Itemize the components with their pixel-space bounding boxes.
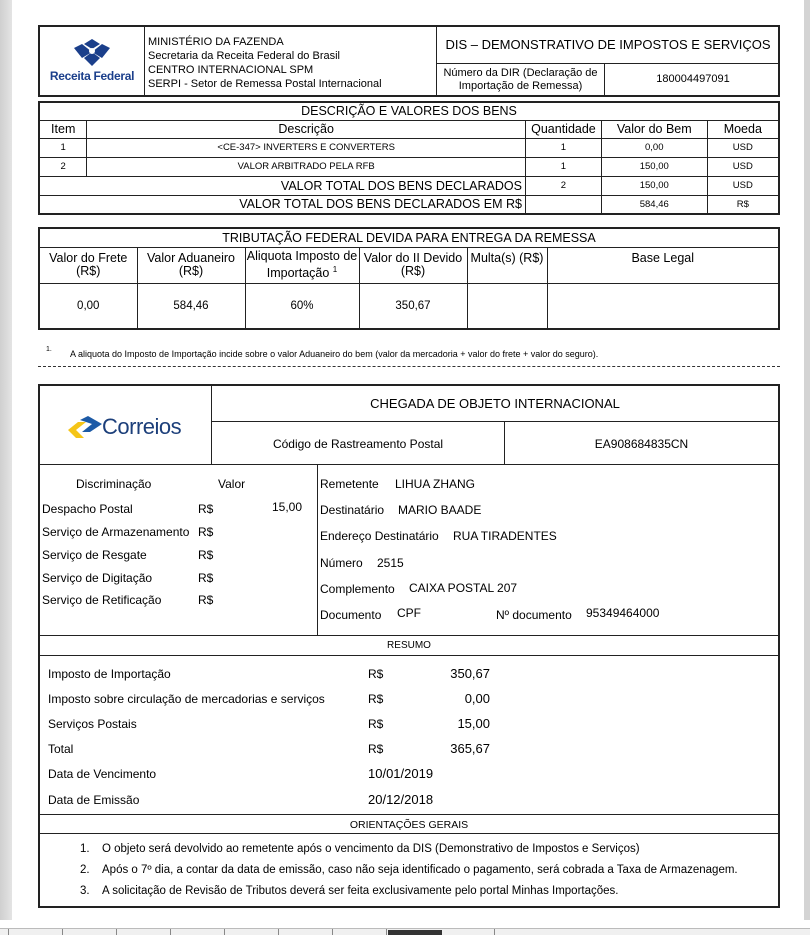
viewer-scrollbar[interactable] [804,0,810,920]
summary-label: Total [48,742,74,756]
summary-total-value: 365,67 [450,741,490,756]
summary-currency: R$ [368,717,384,731]
service-label: Serviço de Resgate [42,548,147,562]
summary-value: 15,00 [457,716,490,731]
dir-number-label: Número da DIR (Declaração de Importação de Remessa) [437,64,605,95]
guideline-text: A solicitação de Revisão de Tributos deverá ser feita exclusivamente pelo portal Minhas Importações. [102,885,619,897]
service-currency: R$ [198,548,214,562]
col-header-value: Valor do Bem [601,120,707,138]
receita-federal-logo [40,27,145,95]
cell-tax-due: 350,67 [359,283,467,329]
cell-freight: 0,00 [39,283,137,329]
guidelines-list [40,836,778,904]
total-row [39,176,779,195]
cell-quantity: 1 [525,157,601,176]
summary-currency: R$ [368,692,384,706]
col-header-customs-value: Valor Aduaneiro (R$) [137,247,245,283]
org-line-sector: SERPI - Setor de Remessa Postal Internacional [148,78,382,90]
summary-currency: R$ [368,667,384,681]
complement-value: CAIXA POSTAL 207 [409,581,518,595]
guideline-number: 3. [80,885,90,897]
footnote-text: A aliquota do Imposto de Importação incide sobre o valor Aduaneiro do bem (valor da mercadoria + valor do frete + valor do seguro). [70,349,599,359]
issue-date-label: Data de Emissão [48,793,140,807]
col-header-import-rate [245,247,359,283]
table-row [39,283,779,329]
summary-value: 0,00 [464,691,490,706]
recipient-label: Destinatário [320,503,385,517]
sender-value: LIHUA ZHANG [395,477,476,491]
correios-title: CHEGADA DE OBJETO INTERNACIONAL [212,386,778,422]
correios-logo [40,386,212,464]
org-line-secretariat: Secretaria da Receita Federal do Brasil [148,50,340,62]
total-quantity: 2 [525,176,601,195]
service-currency: R$ [198,525,214,539]
service-currency: R$ [198,593,214,607]
cut-line-divider [38,366,780,367]
col-header-currency: Moeda [707,120,779,138]
cell-import-rate: 60% [245,283,359,329]
cell-description: VALOR ARBITRADO PELA RFB [87,157,526,176]
total-brl-quantity [525,195,601,214]
tracking-label: Código de Rastreamento Postal [272,437,444,451]
correios-section [38,384,780,908]
due-date-label: Data de Vencimento [48,767,157,781]
cell-value: 150,00 [601,157,707,176]
total-brl-label: VALOR TOTAL DOS BENS DECLARADOS EM R$ [39,195,525,214]
summary-label: Imposto sobre circulação de mercadorias e serviços [48,692,325,706]
footnote-number: 1. [46,346,52,353]
guideline-text: Após o 7º dia, a contar da data de emissão, caso não seja identificado o pagamento, será cobrada a Taxa de Armazenagem. [102,864,738,876]
services-panel [40,465,318,635]
total-value: 150,00 [601,176,707,195]
service-label: Serviço de Digitação [42,571,153,585]
address-value: RUA TIRADENTES [453,529,557,543]
cell-item: 2 [39,157,87,176]
guideline-number: 2. [80,864,90,876]
summary-label: Imposto de Importação [48,667,171,681]
guideline-text: O objeto será devolvido ao remetente após o vencimento da DIS (Demonstrativo de Impostos e Serviços) [102,843,640,855]
correios-emblem-icon [68,416,104,442]
service-label: Serviço de Armazenamento [42,525,190,539]
number-value: 2515 [377,556,404,570]
issue-date-value: 20/12/2018 [368,792,434,807]
tracking-code: EA908684835CN [504,422,778,464]
col-header-item: Item [39,120,87,138]
services-header-value: Valor [218,477,246,491]
total-brl-value: 584,46 [601,195,707,214]
cell-description: <CE-347> INVERTERS E CONVERTERS [87,138,526,157]
cell-currency: USD [707,138,779,157]
correios-logo-text: Correios [102,414,182,439]
total-currency: USD [707,176,779,195]
taxation-table [38,227,780,330]
service-value: 15,00 [272,500,303,514]
cell-value: 0,00 [601,138,707,157]
table-row [39,157,779,176]
service-currency: R$ [198,571,214,585]
import-rate-label: Aliquota Imposto de Importação [246,248,358,281]
details-block [40,464,778,636]
taxation-section-title: TRIBUTAÇÃO FEDERAL DEVIDA PARA ENTREGA DA REMESSA [39,228,779,247]
complement-label: Complemento [320,582,395,596]
service-currency: R$ [198,502,214,516]
total-brl-currency: R$ [707,195,779,214]
col-header-description: Descrição [87,120,526,138]
guidelines-title: ORIENTAÇÕES GERAIS [40,814,778,834]
goods-section-title: DESCRIÇÃO E VALORES DOS BENS [39,102,779,120]
summary-label: Serviços Postais [48,717,137,731]
col-header-fines: Multa(s) (R$) [467,247,547,283]
sender-label: Remetente [320,477,379,491]
cell-quantity: 1 [525,138,601,157]
recipient-panel [320,465,776,635]
goods-table [38,101,780,215]
recipient-value: MARIO BAADE [398,503,482,517]
doc-number-label: Nº documento [496,608,572,622]
receita-federal-logo-text: Receita Federal [49,69,135,83]
document-value: CPF [397,606,421,620]
organization-info [148,35,382,91]
viewer-left-border [0,0,12,920]
number-label: Número [320,556,363,570]
document-title: DIS – DEMONSTRATIVO DE IMPOSTOS E SERVIÇOS [437,27,779,64]
summary-title: RESUMO [40,636,778,656]
due-date-value: 10/01/2019 [368,766,434,781]
org-line-center: CENTRO INTERNACIONAL SPM [148,64,314,76]
total-brl-row [39,195,779,214]
total-label: VALOR TOTAL DOS BENS DECLARADOS [39,176,525,195]
document-header [38,25,780,97]
summary-panel [40,657,778,817]
service-label: Despacho Postal [42,502,133,516]
address-label: Endereço Destinatário [320,529,439,543]
cell-item: 1 [39,138,87,157]
table-row [39,138,779,157]
services-header-desc: Discriminação [76,477,152,491]
dir-number-value: 180004497091 [656,73,730,85]
receita-federal-emblem-icon [70,38,114,68]
doc-number-value: 95349464000 [586,606,660,620]
footnote-marker: 1 [332,264,338,274]
summary-currency: R$ [368,742,384,756]
cell-currency: USD [707,157,779,176]
service-label: Serviço de Retificação [42,593,162,607]
viewer-page-indicator[interactable] [388,930,442,935]
cell-customs-value: 584,46 [137,283,245,329]
summary-value: 350,67 [450,666,490,681]
document-label: Documento [320,608,382,622]
org-line-ministry: MINISTÉRIO DA FAZENDA [148,36,284,48]
col-header-freight: Valor do Frete (R$) [39,247,137,283]
cell-fines [467,283,547,329]
dis-box [436,27,779,95]
guideline-number: 1. [80,843,90,855]
col-header-tax-due: Valor do II Devido (R$) [359,247,467,283]
col-header-legal-basis: Base Legal [547,247,779,283]
cell-legal-basis [547,283,779,329]
col-header-quantity: Quantidade [525,120,601,138]
